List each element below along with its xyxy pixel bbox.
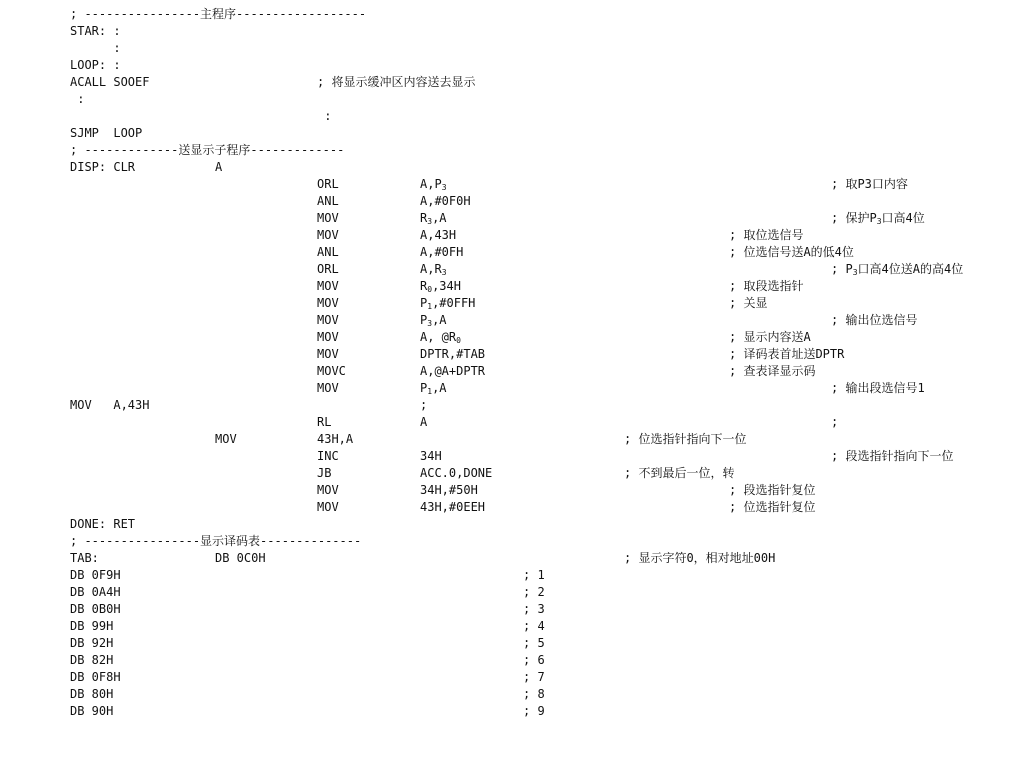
code-text <box>420 499 485 516</box>
code-line <box>0 40 1024 57</box>
code-text <box>523 669 545 686</box>
code-subscript: 0 <box>427 285 433 294</box>
code-text-after: ,34H <box>432 279 461 293</box>
code-text-main: ORL <box>317 177 339 191</box>
code-text <box>831 176 908 193</box>
code-text-main: ANL <box>317 194 339 208</box>
code-line <box>0 74 1024 91</box>
code-text-main: ; 显示内容送A <box>729 330 811 344</box>
code-text-main: INC <box>317 449 339 463</box>
code-line <box>0 329 1024 346</box>
code-text-main: LOOP: : <box>70 58 121 72</box>
code-text <box>420 295 475 312</box>
code-text <box>317 414 331 431</box>
code-text-main: MOV <box>317 347 339 361</box>
code-text <box>70 601 121 618</box>
code-text <box>420 261 447 278</box>
code-text <box>729 278 803 295</box>
code-text <box>523 652 545 669</box>
code-text <box>215 431 237 448</box>
code-line <box>0 159 1024 176</box>
code-text <box>729 363 815 380</box>
code-text-main: ; 6 <box>523 653 545 667</box>
code-line <box>0 431 1024 448</box>
code-text-after: 口高4位 <box>881 211 925 225</box>
code-line <box>0 635 1024 652</box>
code-text-main: MOV <box>317 228 339 242</box>
code-text <box>523 686 545 703</box>
code-line <box>0 397 1024 414</box>
code-text-main: MOV <box>317 313 339 327</box>
code-text-main: ; <box>420 398 428 412</box>
code-text <box>317 346 339 363</box>
code-text-main: ; 取位选信号 <box>729 228 804 242</box>
code-line <box>0 57 1024 74</box>
code-text <box>70 567 121 584</box>
code-text-main: ; 5 <box>523 636 545 650</box>
code-text-main: ; <box>831 415 839 429</box>
code-line <box>0 227 1024 244</box>
code-text-after: ,A <box>432 381 447 395</box>
code-text-main: TAB: <box>70 551 99 565</box>
code-text-main: 43H,A <box>317 432 354 446</box>
code-text <box>317 74 475 91</box>
code-text-main: ; 位选指针指向下一位 <box>624 432 747 446</box>
code-text <box>523 635 545 652</box>
code-text-main: MOV <box>215 432 237 446</box>
code-text-main: : <box>70 92 85 106</box>
code-subscript: 3 <box>427 217 433 226</box>
code-text <box>317 312 339 329</box>
code-subscript: 1 <box>427 387 433 396</box>
code-text-main: ; ----------------显示译码表-------------- <box>70 534 362 548</box>
code-text-main: DB 99H <box>70 619 114 633</box>
code-text <box>729 244 854 261</box>
code-text-main: DB 0C0H <box>215 551 266 565</box>
code-text <box>523 601 545 618</box>
code-text-main: MOV <box>317 279 339 293</box>
code-text <box>215 159 222 176</box>
code-text <box>523 584 545 601</box>
code-text-main: ; 3 <box>523 602 545 616</box>
code-text <box>70 550 99 567</box>
code-line <box>0 669 1024 686</box>
code-line <box>0 23 1024 40</box>
code-text <box>317 278 339 295</box>
code-text-main: DB 0F9H <box>70 568 121 582</box>
code-text-main: ; 位选信号送A的低4位 <box>729 245 854 259</box>
code-text-after: ,A <box>432 313 447 327</box>
code-line <box>0 108 1024 125</box>
code-line <box>0 125 1024 142</box>
code-text <box>70 703 113 720</box>
code-text <box>317 363 346 380</box>
code-text-main: ; 输出段选信号1 <box>831 381 925 395</box>
code-text <box>70 397 149 414</box>
code-text-main: ; 位选指针复位 <box>729 500 816 514</box>
code-text <box>317 210 339 227</box>
code-text-main: P <box>420 313 428 327</box>
code-text <box>317 499 339 516</box>
code-text-main: MOV A,43H <box>70 398 150 412</box>
code-text <box>831 261 963 278</box>
code-subscript: 3 <box>876 217 882 226</box>
code-text <box>317 193 339 210</box>
code-text <box>70 618 113 635</box>
code-text <box>420 278 461 295</box>
code-text-main: A <box>420 415 428 429</box>
code-text-main: P <box>420 296 428 310</box>
code-text <box>317 261 339 278</box>
code-text-main: DPTR,#TAB <box>420 347 486 361</box>
code-text-main: DISP: CLR <box>70 160 136 174</box>
code-text-main: : <box>317 109 332 123</box>
code-text-main: ; 9 <box>523 704 545 718</box>
code-line <box>0 380 1024 397</box>
code-text <box>317 295 339 312</box>
code-text <box>420 312 447 329</box>
code-subscript: 1 <box>427 302 433 311</box>
code-text <box>420 329 461 346</box>
code-line <box>0 550 1024 567</box>
code-line <box>0 465 1024 482</box>
code-text-main: P <box>420 381 428 395</box>
code-text-main: MOV <box>317 330 339 344</box>
code-text <box>70 91 84 108</box>
code-line <box>0 295 1024 312</box>
code-text <box>523 703 545 720</box>
code-text <box>70 652 113 669</box>
code-text-main: ; 关显 <box>729 296 768 310</box>
code-text-main: ; 取段选指针 <box>729 279 804 293</box>
code-line <box>0 618 1024 635</box>
code-text-main: ; 将显示缓冲区内容送去显示 <box>317 75 476 89</box>
code-text-main: ; 输出位选信号 <box>831 313 918 327</box>
code-text <box>624 465 734 482</box>
code-text-main: A,R <box>420 262 442 276</box>
code-text-main: ; -------------送显示子程序------------- <box>70 143 345 157</box>
code-text-main: ; ----------------主程序------------------ <box>70 7 367 21</box>
code-text <box>420 414 427 431</box>
code-text <box>420 448 442 465</box>
code-text-after: 口高4位送A的高4位 <box>857 262 964 276</box>
code-text <box>70 516 135 533</box>
code-text <box>70 142 344 159</box>
code-text-main: ORL <box>317 262 339 276</box>
code-text <box>729 346 844 363</box>
code-text-main: ; 显示字符0，相对地址00H <box>624 551 776 565</box>
code-text-main: JB <box>317 466 332 480</box>
code-text-main: ; 段选指针复位 <box>729 483 816 497</box>
code-text <box>624 431 746 448</box>
code-text <box>831 414 838 431</box>
code-text-main: ; 1 <box>523 568 545 582</box>
code-text <box>420 380 447 397</box>
code-text-main: ; 保护P <box>831 211 877 225</box>
code-subscript: 3 <box>427 319 433 328</box>
code-text-main: A,#0FH <box>420 245 464 259</box>
code-text-after: ,#0FFH <box>432 296 476 310</box>
code-text-main: ; 不到最后一位，转 <box>624 466 735 480</box>
code-text-main: 34H <box>420 449 442 463</box>
code-line <box>0 210 1024 227</box>
code-text <box>70 23 121 40</box>
code-text-main: ; 取P3口内容 <box>831 177 908 191</box>
code-text <box>420 176 447 193</box>
code-line <box>0 312 1024 329</box>
code-text <box>70 6 366 23</box>
code-text <box>420 363 485 380</box>
code-text-main: SJMP LOOP <box>70 126 143 140</box>
code-text-main: ; 段选指针指向下一位 <box>831 449 954 463</box>
code-line <box>0 91 1024 108</box>
code-text <box>70 40 121 57</box>
code-line <box>0 261 1024 278</box>
code-line <box>0 533 1024 550</box>
code-subscript: 3 <box>441 183 447 192</box>
code-text <box>317 431 353 448</box>
code-line <box>0 346 1024 363</box>
code-text-main: DB 0F8H <box>70 670 121 684</box>
code-subscript: 0 <box>456 336 461 345</box>
code-text <box>729 499 815 516</box>
code-text-main: DONE: RET <box>70 517 136 531</box>
code-text-main: ; 8 <box>523 687 545 701</box>
code-text <box>317 108 331 125</box>
code-text-main: RL <box>317 415 332 429</box>
code-line <box>0 448 1024 465</box>
code-text-main: ; 译码表首址送DPTR <box>729 347 845 361</box>
code-subscript: 3 <box>852 268 858 277</box>
code-line <box>0 601 1024 618</box>
code-text-main: ACC.0,DONE <box>420 466 493 480</box>
code-text-main: 43H,#0EEH <box>420 500 486 514</box>
code-text <box>317 482 339 499</box>
code-text <box>729 227 803 244</box>
code-text-main: MOV <box>317 296 339 310</box>
code-text <box>317 176 339 193</box>
code-subscript: 3 <box>441 268 447 277</box>
code-text-main: ; P <box>831 262 853 276</box>
code-text <box>317 227 339 244</box>
code-text <box>70 584 121 601</box>
code-text-main: A,43H <box>420 228 457 242</box>
code-text-main: : <box>70 41 121 55</box>
code-text-main: R <box>420 211 428 225</box>
code-text <box>215 550 266 567</box>
code-text-main: MOV <box>317 211 339 225</box>
code-line <box>0 584 1024 601</box>
code-line <box>0 516 1024 533</box>
code-text <box>420 227 456 244</box>
code-text-main: ACALL SOOEF <box>70 75 150 89</box>
code-text <box>729 295 767 312</box>
code-text <box>831 448 953 465</box>
code-text <box>70 686 113 703</box>
code-text <box>317 465 331 482</box>
code-line <box>0 278 1024 295</box>
code-text <box>317 448 339 465</box>
code-text <box>70 533 361 550</box>
code-text-main: A <box>215 160 223 174</box>
code-line <box>0 193 1024 210</box>
code-text <box>420 193 471 210</box>
code-text-main: DB 0B0H <box>70 602 121 616</box>
code-text <box>70 57 121 74</box>
code-text <box>317 244 339 261</box>
code-text-main: MOV <box>317 483 339 497</box>
code-text <box>523 618 545 635</box>
code-text-main: A,P <box>420 177 442 191</box>
code-line <box>0 499 1024 516</box>
code-line <box>0 414 1024 431</box>
code-text <box>70 669 121 686</box>
code-line <box>0 686 1024 703</box>
code-text <box>420 210 447 227</box>
code-text <box>420 346 485 363</box>
code-text-main: MOV <box>317 381 339 395</box>
code-text-main: ; 7 <box>523 670 545 684</box>
code-text <box>70 125 142 142</box>
code-text-after: ,A <box>432 211 447 225</box>
code-text <box>624 550 775 567</box>
code-line <box>0 244 1024 261</box>
code-text-main: 34H,#50H <box>420 483 478 497</box>
code-line <box>0 652 1024 669</box>
code-text-main: A,#0F0H <box>420 194 471 208</box>
code-text <box>70 159 135 176</box>
code-text <box>70 74 149 91</box>
code-line <box>0 567 1024 584</box>
code-text-main: DB 0A4H <box>70 585 121 599</box>
code-text-main: A,@A+DPTR <box>420 364 486 378</box>
code-text-main: MOVC <box>317 364 346 378</box>
code-text <box>420 397 427 414</box>
code-text-main: MOV <box>317 500 339 514</box>
code-line <box>0 703 1024 720</box>
code-text-main: A, @R <box>420 330 457 344</box>
code-text <box>523 567 545 584</box>
code-text <box>831 380 925 397</box>
code-text <box>831 312 917 329</box>
code-text <box>317 380 339 397</box>
code-line <box>0 6 1024 23</box>
code-line <box>0 363 1024 380</box>
code-text-main: DB 92H <box>70 636 114 650</box>
code-text-main: ANL <box>317 245 339 259</box>
code-line <box>0 142 1024 159</box>
code-text <box>831 210 925 227</box>
code-text-main: STAR: : <box>70 24 121 38</box>
code-line <box>0 176 1024 193</box>
code-text <box>420 482 478 499</box>
code-text-main: ; 查表译显示码 <box>729 364 816 378</box>
code-text-main: ; 2 <box>523 585 545 599</box>
code-text <box>70 635 113 652</box>
code-text-main: DB 82H <box>70 653 114 667</box>
code-text <box>729 329 811 346</box>
code-text <box>420 244 463 261</box>
code-text-main: DB 90H <box>70 704 114 718</box>
code-text <box>420 465 492 482</box>
code-text <box>729 482 815 499</box>
code-text <box>317 329 339 346</box>
code-line <box>0 482 1024 499</box>
code-text-main: DB 80H <box>70 687 114 701</box>
code-text-main: R <box>420 279 428 293</box>
code-text-main: ; 4 <box>523 619 545 633</box>
